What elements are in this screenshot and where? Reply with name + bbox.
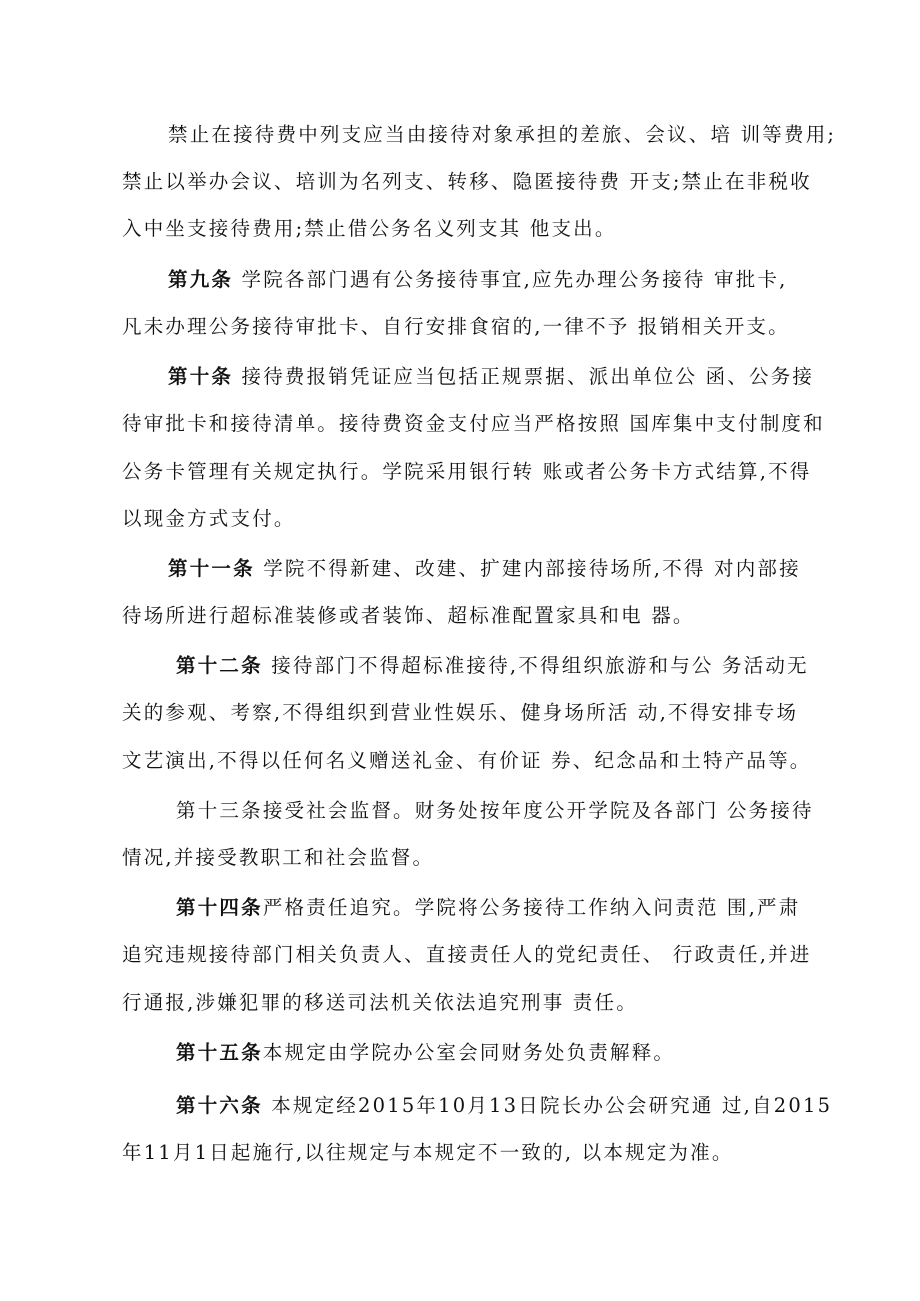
paragraph-line: 禁止以举办会议、培训为名列支、转移、隐匿接待费 开支;禁止在非税收 — [122, 170, 812, 193]
article-heading: 第十四条 — [176, 896, 263, 919]
paragraph-text: 本规定由学院办公室会同财务处负责解释。 — [262, 1041, 676, 1064]
paragraph-text: 学院不得新建、改建、扩建内部接待场所,不得 对内部接 — [254, 557, 801, 580]
paragraph-line: 追究违规接待部门相关负责人、直接责任人的党纪责任、 行政责任,并进 — [122, 943, 812, 966]
paragraph-text: 本规定经2015年10月13日院长办公会研究通 过,自2015 — [262, 1094, 833, 1117]
paragraph-text: 接受社会监督。财务处按年度公开学院及各部门 公务接待 — [262, 799, 814, 822]
article-13-line-1 — [176, 793, 814, 829]
paragraph-line: 禁止在接待费中列支应当由接待对象承担的差旅、会议、培 训等费用; — [168, 123, 837, 146]
article-heading: 第十六条 — [176, 1094, 263, 1117]
paragraph-text: 接待费报销凭证应当包括正规票据、派出单位公 函、公务接 — [233, 365, 815, 388]
paragraph-line: 关的参观、考察,不得组织到营业性娱乐、健身场所活 动,不得安排专场 — [122, 701, 799, 724]
paragraph-line: 待审批卡和接待清单。接待费资金支付应当严格按照 国库集中支付制度和 — [122, 412, 825, 435]
article-9-line-1 — [168, 262, 788, 298]
paragraph-line: 入中坐支接待费用;禁止借公务名义列支其 他支出。 — [122, 217, 617, 240]
article-10-line-1 — [168, 359, 814, 395]
article-12-line-1 — [176, 648, 809, 684]
article-heading: 第十条 — [168, 365, 234, 388]
article-heading: 第九条 — [168, 268, 234, 291]
article-heading: 第十五条 — [176, 1041, 263, 1064]
paragraph-line: 公务卡管理有关规定执行。学院采用银行转 账或者公务卡方式结算,不得 — [122, 460, 812, 483]
paragraph-line: 行通报,涉嫌犯罪的移送司法机关依法追究刑事 责任。 — [122, 991, 638, 1014]
article-11-line-1 — [168, 551, 801, 587]
article-15-line-1 — [176, 1035, 675, 1071]
paragraph-line: 凡未办理公务接待审批卡、自行安排食宿的,一律不予 报销相关开支。 — [122, 315, 790, 338]
paragraph-line: 情况,并接受教职工和社会监督。 — [122, 846, 435, 869]
article-16-line-1 — [176, 1088, 832, 1124]
article-14-line-1 — [176, 890, 800, 926]
paragraph-line: 年11月1日起施行,以往规定与本规定不一致的, 以本规定为准。 — [122, 1141, 734, 1164]
paragraph-line: 待场所进行超标准装修或者装饰、超标准配置家具和电 器。 — [122, 604, 695, 627]
paragraph-text: 严格责任追究。学院将公务接待工作纳入问责范 围,严肃 — [262, 896, 801, 919]
article-heading: 第十一条 — [168, 557, 255, 580]
article-heading: 第十三条 — [176, 799, 263, 822]
paragraph-line: 文艺演出,不得以任何名义赠送礼金、有价证 券、纪念品和土特产品等。 — [122, 749, 812, 772]
article-heading: 第十二条 — [176, 654, 263, 677]
paragraph-text: 接待部门不得超标准接待,不得组织旅游和与公 务活动无 — [262, 654, 809, 677]
paragraph-text: 学院各部门遇有公务接待事宜,应先办理公务接待 审批卡, — [233, 268, 788, 291]
paragraph-line: 以现金方式支付。 — [122, 507, 296, 530]
